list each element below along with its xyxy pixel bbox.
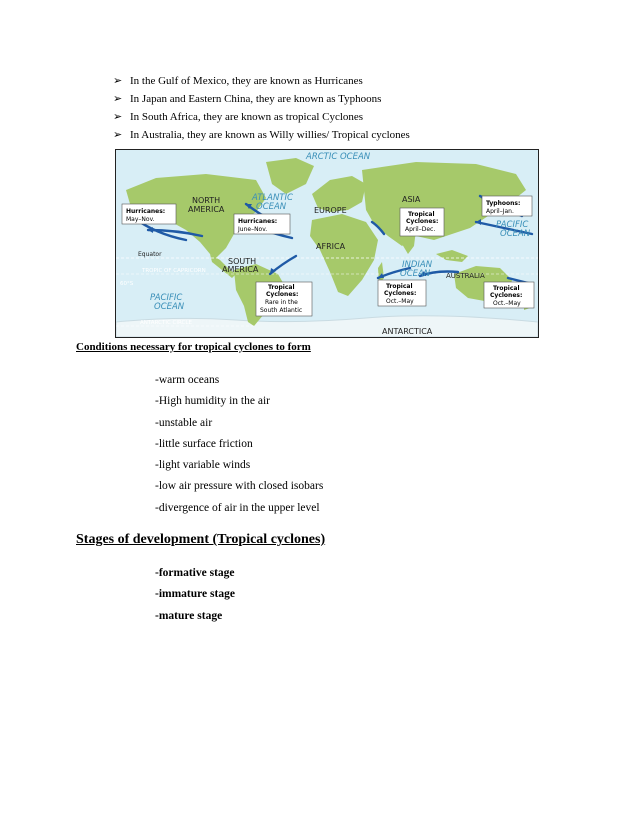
atlantic-ocean-label-2: OCEAN (256, 202, 287, 212)
tropical-cyclone-world-map (115, 149, 539, 338)
box-title-2: Cyclones: (384, 290, 417, 297)
arrow-bullet-icon: ➢ (113, 93, 123, 105)
south-america-label-2: AMERICA (222, 265, 259, 274)
map-svg (116, 150, 538, 337)
africa-label: AFRICA (316, 242, 346, 251)
list-item: -divergence of air in the upper level (155, 501, 320, 514)
list-item: -little surface friction (155, 437, 253, 450)
box-season: May–Nov. (126, 216, 155, 223)
hurricanes-east-pacific-box (122, 204, 176, 224)
box-title: Typhoons: (486, 200, 521, 207)
cyclones-australia-box (484, 282, 534, 308)
stages-list (155, 563, 235, 627)
list-item: -formative stage (155, 567, 235, 579)
north-america-label: NORTH (192, 196, 221, 205)
equator-label: Equator (138, 251, 162, 258)
box-season: April–Jan. (486, 208, 514, 215)
box-season: Oct.–May (386, 298, 414, 305)
list-item: -light variable winds (155, 459, 251, 472)
box-title: Hurricanes: (126, 208, 166, 215)
asia-label: ASIA (402, 195, 421, 204)
bullet-list (113, 72, 410, 144)
typhoons-box (482, 196, 532, 216)
list-item: -High humidity in the air (155, 395, 270, 408)
pacific-ocean-east-label-2: OCEAN (500, 229, 531, 239)
pacific-ocean-west-label: PACIFIC (150, 293, 183, 303)
box-title: Tropical (268, 284, 295, 291)
hurricanes-atlantic-box (234, 214, 290, 234)
list-item: ➢ In Japan and Eastern China, they are known as Typhoons (113, 90, 410, 108)
indian-ocean-label-2: OCEAN (400, 269, 431, 279)
arrow-bullet-icon: ➢ (113, 129, 123, 141)
box-title-2: Cyclones: (266, 291, 299, 298)
list-item: ➢ In the Gulf of Mexico, they are known as Hurricanes (113, 72, 410, 90)
arrow-bullet-icon: ➢ (113, 75, 123, 87)
europe-label: EUROPE (314, 206, 347, 215)
box-title: Tropical (493, 285, 520, 292)
south-america-label: SOUTH (228, 257, 257, 266)
box-title: Tropical (408, 211, 435, 218)
list-item: -warm oceans (155, 374, 220, 386)
cyclones-south-atlantic-box (256, 282, 312, 316)
pacific-ocean-east-label: PACIFIC (496, 220, 529, 230)
latitude-60s-label: 60°S (120, 281, 134, 287)
antarctica-label: ANTARCTICA (382, 327, 433, 336)
north-america-label-2: AMERICA (188, 205, 225, 214)
antarctica-landmass (116, 316, 538, 337)
box-title-2: Cyclones: (406, 218, 439, 225)
atlantic-ocean-label: ATLANTIC (252, 193, 293, 203)
box-title: Hurricanes: (238, 218, 278, 225)
conditions-list (155, 370, 323, 519)
stages-heading: Stages of development (Tropical cyclones) (76, 532, 326, 547)
box-note-2: South Atlantic (260, 307, 303, 314)
indian-ocean-label: INDIAN (402, 260, 433, 270)
arrow-bullet-icon: ➢ (113, 111, 123, 123)
pacific-ocean-west-label-2: OCEAN (154, 302, 185, 312)
list-item: -mature stage (155, 609, 223, 622)
tropic-of-capricorn-label: TROPIC OF CAPRICORN (142, 268, 206, 274)
africa-landmass (310, 214, 378, 296)
greenland-landmass (266, 158, 314, 194)
antarctic-circle-label: ANTARCTIC CIRCLE (140, 320, 192, 326)
box-season: Oct.–May (493, 300, 521, 307)
conditions-heading: Conditions necessary for tropical cyclones to form (76, 341, 311, 353)
box-title: Tropical (386, 283, 413, 290)
box-title-2: Cyclones: (490, 292, 523, 299)
australia-label: AUSTRALIA (446, 272, 485, 280)
arctic-ocean-label: ARCTIC OCEAN (306, 152, 371, 162)
box-season: April–Dec. (405, 226, 436, 233)
indonesia-landmass (436, 250, 468, 262)
list-item: -low air pressure with closed isobars (155, 480, 324, 493)
box-season: June–Nov. (238, 226, 268, 233)
cyclones-south-indian-box (378, 280, 426, 306)
list-item: -unstable air (155, 416, 213, 429)
list-item: -immature stage (155, 588, 235, 601)
box-note: Rare in the (265, 299, 298, 306)
list-item: ➢ In South Africa, they are known as tropical Cyclones (113, 108, 410, 126)
list-item: ➢ In Australia, they are known as Willy willies/ Tropical cyclones (113, 126, 410, 144)
cyclones-north-indian-box (400, 208, 444, 236)
